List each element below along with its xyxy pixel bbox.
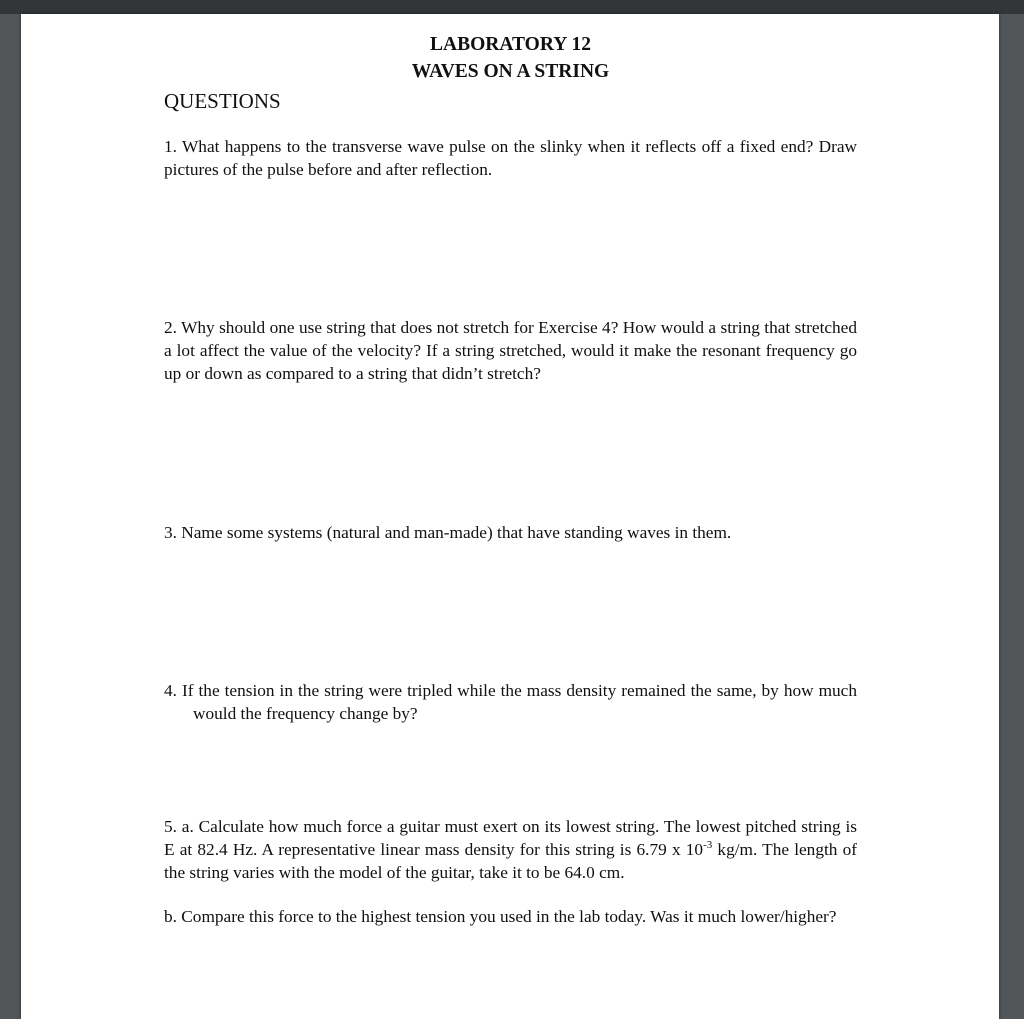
question-1: 1. What happens to the transverse wave pulse on the slinky when it reflects off a fixed end? Draw pictures of the pulse before and after reflection.: [164, 137, 857, 179]
document-page: [21, 14, 999, 1019]
viewer-toolbar: [0, 0, 1024, 14]
question-2: 2. Why should one use string that does not stretch for Exercise 4? How would a string that stretched a lot affect the value of the velocity? If a string stretched, would it make the resonant frequency go up or down as compared to a string that didn’t stretch?: [164, 318, 857, 383]
question-3: 3. Name some systems (natural and man-made) that have standing waves in them.: [164, 523, 732, 542]
question-5a-text-cont: kg/m. The length of the string varies with the model of the guitar, take it to be 64.0 cm.: [164, 839, 857, 882]
exponent: -3: [703, 839, 713, 852]
lab-number-title: LABORATORY 12: [430, 34, 591, 55]
question-4: 4. If the tension in the string were tripled while the mass density remained the same, by how much would the frequency change by?: [164, 681, 857, 723]
question-5a: [164, 816, 857, 884]
question-5a-text: 5. a. Calculate how much force a guitar must exert on its lowest string. The lowest pitched string is E at 82.4 Hz. A representative linear mass density for this string is 6.79 x 10: [164, 817, 857, 859]
question-5b: b. Compare this force to the highest tension you used in the lab today. Was it much lower/higher?: [164, 907, 837, 926]
questions-heading: QUESTIONS: [164, 89, 281, 113]
lab-topic-title: WAVES ON A STRING: [411, 61, 610, 82]
